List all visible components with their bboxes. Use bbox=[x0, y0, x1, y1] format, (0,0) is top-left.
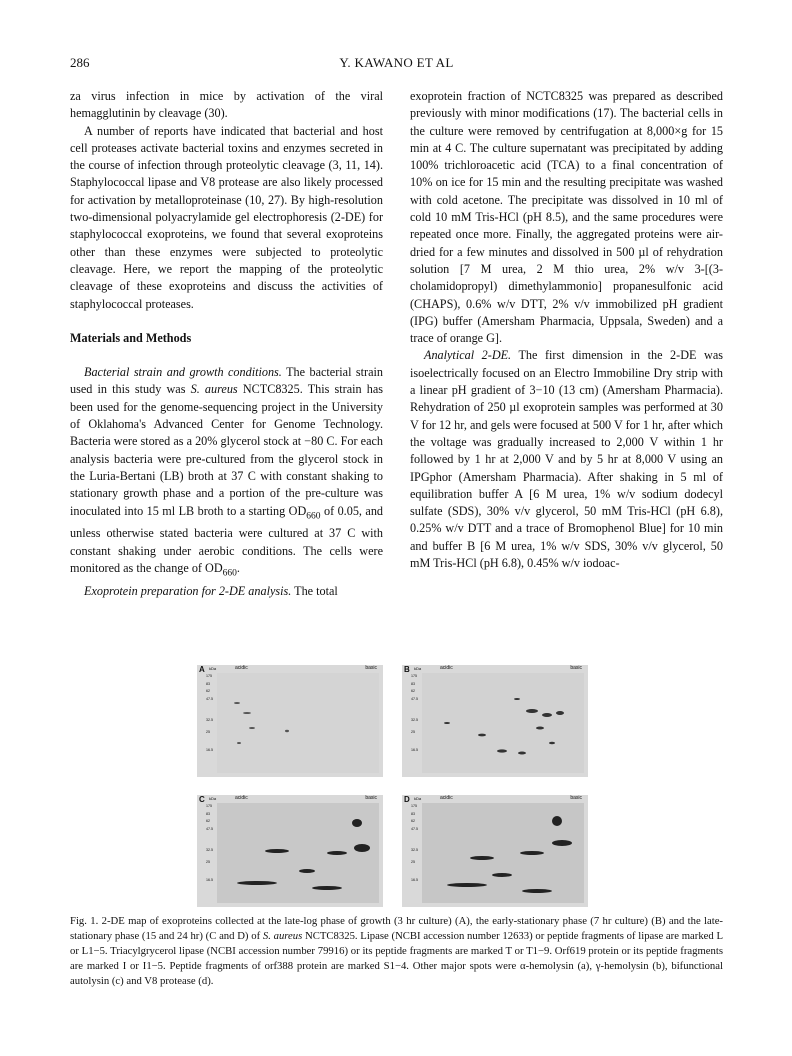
paragraph: Bacterial strain and growth conditions. The bacterial strain used in this study was S. aureus NCTC8325. This strain has been used for the genome-sequencing project in the University of Oklahoma's Advanced Center for Genome Technology. Bacteria were stored as a 20% glycerol stock at −80 C. For each analysis bacteria were pre-cultured from the glycerol stock in the Luria-Bertani (LB) broth at 37 C with constant shaking to stationary growth phase and a portion of the pre-culture was inoculated into 15 ml LB broth to a starting $OD_{660}$ of 0.05, and unless otherwise stated bacteria were cultured at 37 C with constant shaking under aerobic conditions. The cells were monitored as the change of $OD_{660}$. bbox=[70, 365, 384, 579]
mw-marker: 16.5 bbox=[411, 878, 418, 882]
mw-marker: 32.5 bbox=[206, 848, 213, 852]
gel-panel-a bbox=[197, 665, 383, 777]
acidic-label: acidic bbox=[235, 665, 248, 671]
mw-marker: 175 bbox=[206, 804, 212, 808]
acidic-label: acidic bbox=[440, 665, 453, 671]
mw-marker: 175 bbox=[206, 674, 212, 678]
basic-label: basic bbox=[570, 665, 582, 671]
mw-marker: 83 bbox=[206, 682, 210, 686]
basic-label: basic bbox=[365, 795, 377, 801]
left-column bbox=[70, 88, 383, 600]
gel-panel-d bbox=[402, 795, 588, 907]
gel-image bbox=[422, 803, 584, 903]
species-name: S. aureus bbox=[262, 930, 303, 942]
mw-marker: 25 bbox=[411, 730, 415, 734]
panel-label: C bbox=[199, 795, 205, 804]
mw-marker: 32.5 bbox=[411, 848, 418, 852]
basic-label: basic bbox=[570, 795, 582, 801]
mw-marker: 47.5 bbox=[411, 697, 418, 701]
mw-marker: 25 bbox=[206, 860, 210, 864]
mw-marker: 47.5 bbox=[206, 827, 213, 831]
subsection-title: Bacterial strain and growth conditions. bbox=[84, 365, 282, 380]
mw-marker: 32.5 bbox=[206, 718, 213, 722]
mw-marker: 47.5 bbox=[411, 827, 418, 831]
subsection-title: Analytical 2-DE. bbox=[424, 348, 512, 363]
page-number: 286 bbox=[70, 55, 90, 70]
gel-panel-c bbox=[197, 795, 383, 907]
paragraph: exoprotein fraction of NCTC8325 was prepared as described previously with minor modifications (17). The bacterial cells in the culture were removed by centrifugation at 8,000×g for 15 min at 4 C. The culture supernatant was precipitated by adding 100% trichloroacetic acid (TCA) to a final concentration of 10% on ice for 15 min and the resulting precipitate was washed with cold acetone. The precipitate was dissolved in 10 ml of cold 10 mM Tris-HCl (pH 8.5), and the same procedures were repeated once more. Finally, the aggregated proteins were air-dried for a few minutes and dissolved in 500 µl of rehydration solution [7 M urea, 2 M thio urea, 2% w/v 3-[(3-cholamidopropyl) dimethylammonio] propanesulfonic acid (CHAPS), 0.6% w/v DTT, 2% v/v immobilized pH gradient (IPG) buffer (Amersham Pharmacia, Uppsala, Sweden) and a trace of orange G]. bbox=[410, 89, 723, 346]
kda-label: kDa bbox=[414, 796, 422, 801]
mw-marker: 62 bbox=[206, 689, 210, 693]
gel-image bbox=[422, 673, 584, 773]
kda-label: kDa bbox=[209, 666, 217, 671]
kda-label: kDa bbox=[414, 666, 422, 671]
figure-caption: Fig. 1. 2-DE map of exoproteins collected at the late-log phase of growth (3 hr culture) (A), the early-stationary phase (7 hr culture) (B) and the late-stationary phase (15 and 24 hr) (C and D) of S. aureus NCTC8325. Lipase (NCBI accession number 12633) or peptide fragments of lipase are marked L or L1−5. Triacylgrycerol lipase (NCBI accession number 79916) or its peptide fragments are marked T or T1−9. Orf619 protein or its peptide fragments are marked I or I1−5. Peptide fragments of orf388 protein are marked S1−4. Other major spots were α-hemolysin (a), γ-hemolysin (b), bifunctional autolysin (c) and V8 protease (d). bbox=[70, 915, 724, 987]
mw-marker: 16.5 bbox=[206, 878, 213, 882]
paragraph: A number of reports have indicated that bacterial and host cell proteases activate bacterial toxins and enzymes secreted in the course of infection through proteolytic cleavage (3, 11, 14). Staphylococcal lipase and V8 protease are also likely processed for activation by metalloproteinase (10, 27). By high-resolution two-dimensional polyacrylamide gel electrophoresis (2-DE) for staphylococcal exoproteins, we found that several exoproteins other than these enzymes were subjected to proteolytic cleavage. Here, we report the mapping of the proteolytic cleavage of these exoproteins and discuss the activities of staphylococcal proteases. bbox=[70, 123, 383, 311]
mw-marker: 16.5 bbox=[206, 748, 213, 752]
mw-marker: 83 bbox=[411, 812, 415, 816]
mw-marker: 62 bbox=[206, 819, 210, 823]
kda-label: kDa bbox=[209, 796, 217, 801]
section-heading: Materials and Methods bbox=[70, 330, 192, 345]
acidic-label: acidic bbox=[440, 795, 453, 801]
subsection-title: Exoprotein preparation for 2-DE analysis. bbox=[84, 583, 292, 598]
species-name: S. aureus bbox=[190, 382, 238, 397]
acidic-label: acidic bbox=[235, 795, 248, 801]
running-head: Y. KAWANO ET AL bbox=[339, 55, 454, 70]
mw-marker: 16.5 bbox=[411, 748, 418, 752]
right-column bbox=[410, 88, 723, 572]
paragraph: za virus infection in mice by activation of the viral hemagglutinin by cleavage (30). bbox=[70, 89, 383, 121]
mw-marker: 25 bbox=[206, 730, 210, 734]
figure-2de-gels bbox=[197, 665, 592, 911]
running-header bbox=[70, 55, 723, 73]
mw-marker: 32.5 bbox=[411, 718, 418, 722]
panel-label: A bbox=[199, 665, 205, 674]
gel-image bbox=[217, 673, 379, 773]
panel-label: D bbox=[404, 795, 410, 804]
mw-marker: 175 bbox=[411, 804, 417, 808]
mw-marker: 175 bbox=[411, 674, 417, 678]
mw-marker: 25 bbox=[411, 860, 415, 864]
basic-label: basic bbox=[365, 665, 377, 671]
mw-marker: 47.5 bbox=[206, 697, 213, 701]
gel-image bbox=[217, 803, 379, 903]
paragraph: Analytical 2-DE. The first dimension in the 2-DE was isoelectrically focused on an Electro Immobiline Dry strip with a linear pH gradient of 3−10 (13 cm) (Amersham Pharmacia). Rehydration of 250 µl exoprotein samples was performed at 30 V for 12 hr, and gels were focused at 500 V for 1 hr, after which the voltage was gradually increased to 2,000 V within 1 hr followed by 1 hr at 2,000 V and by 5 hr at 8,000 V using an IPGphor (Amersham Pharmacia). After shaking in 5 ml of equilibration buffer A [6 M urea, 1% w/v sodium dodecyl sulfate (SDS), 30% v/v glycerol, 50 mM Tris-HCl (pH 6.8), 0.25% w/v DTT and a trace of Bromophenol Blue] for 10 min and buffer B [6 M urea, 1% w/v SDS, 30% v/v glycerol, 50 mM Tris-HCl (pH 6.8), 0.45% w/v iodoac- bbox=[410, 348, 723, 571]
mw-marker: 83 bbox=[411, 682, 415, 686]
gel-panel-b bbox=[402, 665, 588, 777]
mw-marker: 62 bbox=[411, 689, 415, 693]
mw-marker: 62 bbox=[411, 819, 415, 823]
mw-marker: 83 bbox=[206, 812, 210, 816]
paragraph: Exoprotein preparation for 2-DE analysis. The total bbox=[84, 583, 338, 598]
panel-label: B bbox=[404, 665, 410, 674]
